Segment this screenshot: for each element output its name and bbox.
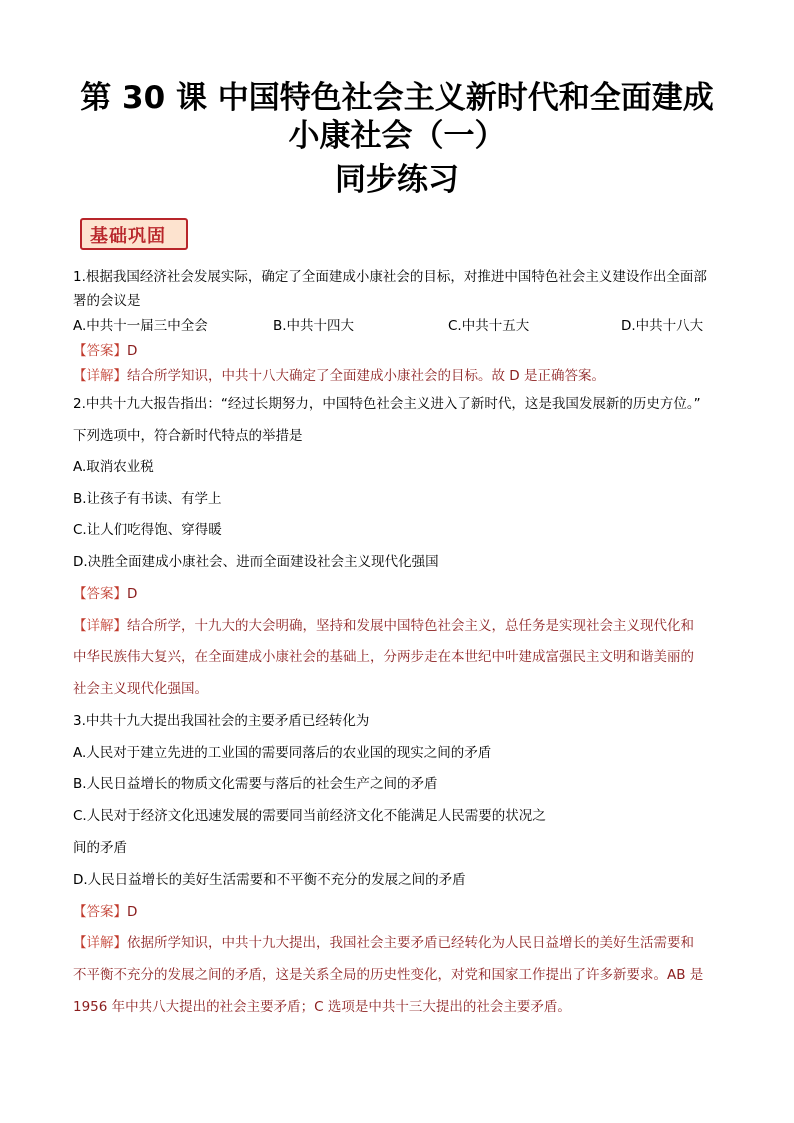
detail-text: 结合所学，十九大的大会明确，坚持和发展中国特色社会主义，总任务是实现社会主义现代化和 — [127, 618, 694, 634]
q1-detail — [73, 367, 605, 385]
answer-tag: 【答案】 — [73, 343, 127, 359]
answer-value: D — [127, 904, 138, 920]
detail-tag: 【详解】 — [73, 368, 127, 384]
q1-option-d: D.中共十八大 — [621, 318, 704, 334]
page-title-line-1: 第 30 课 中国特色社会主义新时代和全面建成 — [80, 80, 714, 116]
q1-option-c: C.中共十五大 — [448, 318, 530, 334]
q1-answer — [73, 342, 137, 360]
q3-detail-line-3: 1956 年中共八大提出的社会主要矛盾；C 选项是中共十三大提出的社会主要矛盾。 — [73, 999, 571, 1015]
q3-option-a: A.人民对于建立先进的工业国的需要同落后的农业国的现实之间的矛盾 — [73, 745, 492, 761]
q2-stem-line-1: 2.中共十九大报告指出：“经过长期努力，中国特色社会主义进入了新时代，这是我国发展新的历史方位。” — [73, 396, 701, 412]
answer-tag: 【答案】 — [73, 586, 127, 602]
q3-option-c-cont: 间的矛盾 — [73, 840, 127, 856]
stars-decoration-icon — [84, 210, 124, 218]
q2-option-b: B.让孩子有书读、有学上 — [73, 491, 222, 507]
page-subtitle: 同步练习 — [335, 162, 459, 198]
q1-option-a: A.中共十一届三中全会 — [73, 318, 208, 334]
q3-stem: 3.中共十九大提出我国社会的主要矛盾已经转化为 — [73, 713, 370, 729]
q1-stem-line-1: 1.根据我国经济社会发展实际，确定了全面建成小康社会的目标，对推进中国特色社会主义建设作出全面部 — [73, 269, 707, 285]
q2-stem-line-2: 下列选项中，符合新时代特点的举措是 — [73, 428, 303, 444]
detail-text: 依据所学知识，中共十九大提出，我国社会主要矛盾已经转化为人民日益增长的美好生活需要和 — [127, 935, 694, 951]
q2-detail-line-1 — [73, 617, 694, 635]
q3-option-c: C.人民对于经济文化迅速发展的需要同当前经济文化不能满足人民需要的状况之 — [73, 808, 546, 824]
q2-detail-line-3: 社会主义现代化强国。 — [73, 681, 208, 697]
q2-option-a: A.取消农业税 — [73, 459, 154, 475]
detail-text: 结合所学知识，中共十八大确定了全面建成小康社会的目标。故 D 是正确答案。 — [127, 368, 605, 384]
q2-option-c: C.让人们吃得饱、穿得暖 — [73, 522, 222, 538]
q2-option-d: D.决胜全面建成小康社会、进而全面建设社会主义现代化强国 — [73, 554, 439, 570]
answer-value: D — [127, 586, 138, 602]
section-badge — [78, 212, 190, 252]
q3-detail-line-2: 不平衡不充分的发展之间的矛盾，这是关系全局的历史性变化，对党和国家工作提出了许多新要求。AB 是 — [73, 967, 704, 983]
detail-tag: 【详解】 — [73, 618, 127, 634]
q3-option-b: B.人民日益增长的物质文化需要与落后的社会生产之间的矛盾 — [73, 776, 438, 792]
answer-value: D — [127, 343, 138, 359]
q3-answer — [73, 903, 137, 921]
q1-stem-line-2: 署的会议是 — [73, 293, 141, 309]
q2-answer — [73, 585, 137, 603]
section-label: 基础巩固 — [90, 226, 166, 247]
answer-tag: 【答案】 — [73, 904, 127, 920]
page-title-line-2: 小康社会（一） — [288, 118, 506, 154]
q3-option-d: D.人民日益增长的美好生活需要和不平衡不充分的发展之间的矛盾 — [73, 872, 466, 888]
q2-detail-line-2: 中华民族伟大复兴，在全面建成小康社会的基础上，分两步走在本世纪中叶建成富强民主文明和谐美丽的 — [73, 649, 694, 665]
q3-detail-line-1 — [73, 934, 694, 952]
q1-option-b: B.中共十四大 — [273, 318, 355, 334]
detail-tag: 【详解】 — [73, 935, 127, 951]
